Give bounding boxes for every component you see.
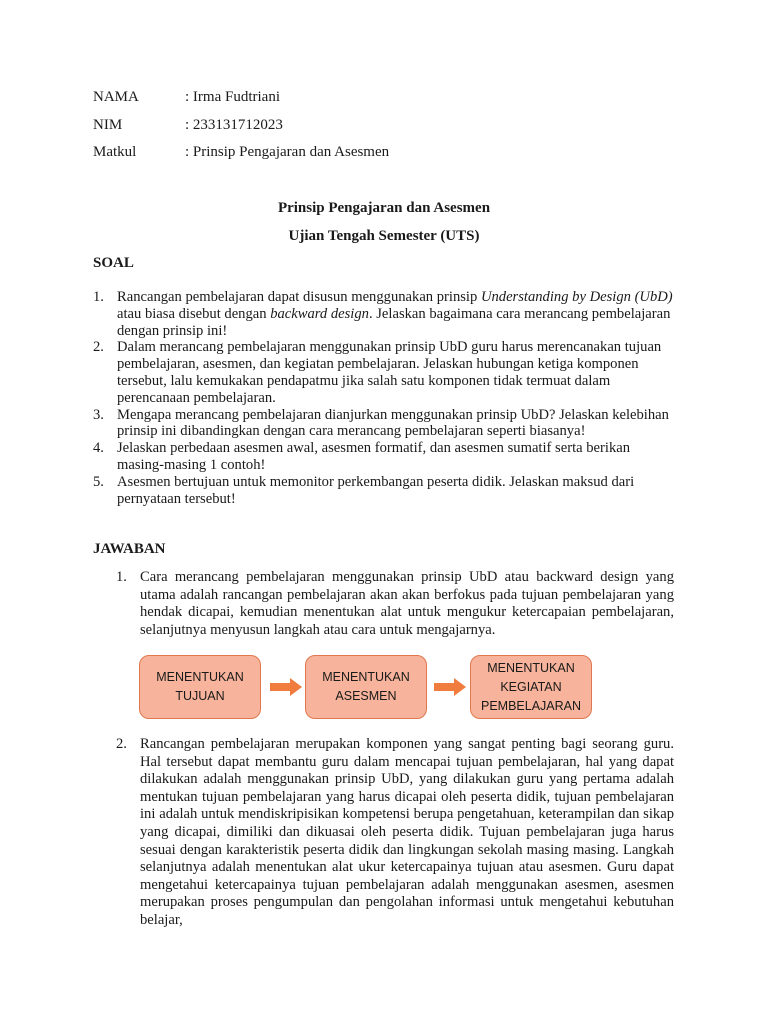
nama-row: [93, 88, 280, 106]
question-text-part: . Jelaskan bagaimana cara merancang pembelajaran dengan prinsip ini!: [117, 305, 671, 339]
matkul-value: : Prinsip Pengajaran dan Asesmen: [185, 144, 390, 160]
flow-step-kegiatan: MENENTUKAN KEGIATAN PEMBELAJARAN: [470, 655, 592, 719]
list-number: 2.: [93, 339, 104, 356]
list-item: [93, 407, 673, 441]
nama-label: NAMA: [93, 89, 139, 105]
list-number: 3.: [93, 406, 104, 423]
arrow-shape: [434, 678, 466, 696]
matkul-row: [93, 143, 389, 161]
question-text-part: atau biasa disebut dengan: [117, 305, 271, 322]
question-text-part: Rancangan pembelajaran dapat disusun menggunakan prinsip: [117, 289, 481, 305]
jawaban-heading: JAWABAN: [93, 541, 166, 557]
nim-label: NIM: [93, 117, 123, 133]
course-title: Prinsip Pengajaran dan Asesmen: [277, 200, 491, 216]
list-number: 4.: [93, 440, 104, 457]
list-number: 1.: [93, 289, 104, 305]
nim-row: [93, 116, 283, 134]
exam-title: Ujian Tengah Semester (UTS): [288, 228, 480, 244]
question-text: Dalam merancang pembelajaran menggunakan prinsip UbD guru harus merencanakan tujuan pembelajaran, asesmen, dan kegiatan pembelajaran. Jelaskan hubungan ketiga komponen tersebut, lalu kemukakan pendapatmu jika salah satu komponen tidak termuat dalam perencanaan pembelajaran.: [117, 339, 662, 406]
question-text: Jelaskan perbedaan asesmen awal, asesmen formatif, dan asesmen sumatif serta berikan masing-masing 1 contoh!: [117, 440, 631, 473]
flow-step-asesmen: MENENTUKAN ASESMEN: [305, 655, 427, 719]
question-emphasis: backward design: [270, 305, 369, 322]
arrow-shape: [270, 678, 302, 696]
list-item: [93, 339, 673, 406]
arrow-right-icon: [434, 678, 466, 696]
answer-item: [116, 736, 674, 930]
flow-step-tujuan: MENENTUKAN TUJUAN: [139, 655, 261, 719]
answer-text: Cara merancang pembelajaran menggunakan prinsip UbD atau backward design yang utama adalah rancangan pembelajaran akan akan berfokus pada tujuan pembelajaran yang hendak dicapai, kemudian menentukan alat untuk mengukur ketercapaian pembelajaran, selanjutnya menyusun langkah atau cara untuk mengajarnya.: [140, 569, 674, 638]
list-item: [93, 289, 673, 339]
question-text: Asesmen bertujuan untuk memonitor perkembangan peserta didik. Jelaskan maksud dari pernyataan tersebut!: [117, 473, 635, 507]
list-number: 1.: [116, 569, 127, 585]
arrow-right-icon: [270, 678, 302, 696]
matkul-label: Matkul: [93, 144, 137, 160]
question-text: Mengapa merancang pembelajaran dianjurkan menggunakan prinsip UbD? Jelaskan kelebihan prinsip ini dibandingkan dengan cara merancang pembelajaran seperti biasanya!: [117, 406, 669, 440]
nim-value: : 233131712023: [185, 117, 283, 133]
list-item: [93, 474, 673, 508]
question-emphasis: Understanding by Design (UbD): [480, 289, 673, 305]
list-item: [93, 440, 673, 474]
answer-item: [116, 569, 674, 639]
answer-text: Rancangan pembelajaran merupakan komponen yang sangat penting bagi seorang guru. Hal tersebut dapat membantu guru dalam mencapai tujuan pembelajaran, hal yang dapat dilakukan adalah menggunakan prinsip UbD, yang dilakukan guru yang pertama adalah mentukan tujuan pembelajaran yang harus dicapai oleh peserta didik, tujuan pembelajaran ini adalah untuk mendiskripisikan kompetensi berupa pengetahuan, keterampilan dan sikap yang dicapai, dimiliki dan dikuasai oleh peserta didik. Tujuan pembelajaran juga harus sesuai dengan karakteristik peserta didik dan lingkungan sekolah masing masing. Langkah selanjutnya adalah menentukan alat ukur ketercapainya tujuan atau asesmen. Guru dapat mengetahui ketercapainya tujuan pembelajaran adalah menggunakan asesmen, asesmen merupakan proses pengumpulan dan pengolahan informasi untuk mengetahui kebutuhan belajar,: [140, 736, 674, 928]
question-list: [93, 289, 673, 507]
list-number: 2.: [116, 736, 127, 752]
soal-heading: SOAL: [93, 255, 134, 271]
question-text: [117, 289, 673, 339]
list-number: 5.: [93, 473, 104, 490]
nama-value: : Irma Fudtriani: [185, 89, 280, 105]
